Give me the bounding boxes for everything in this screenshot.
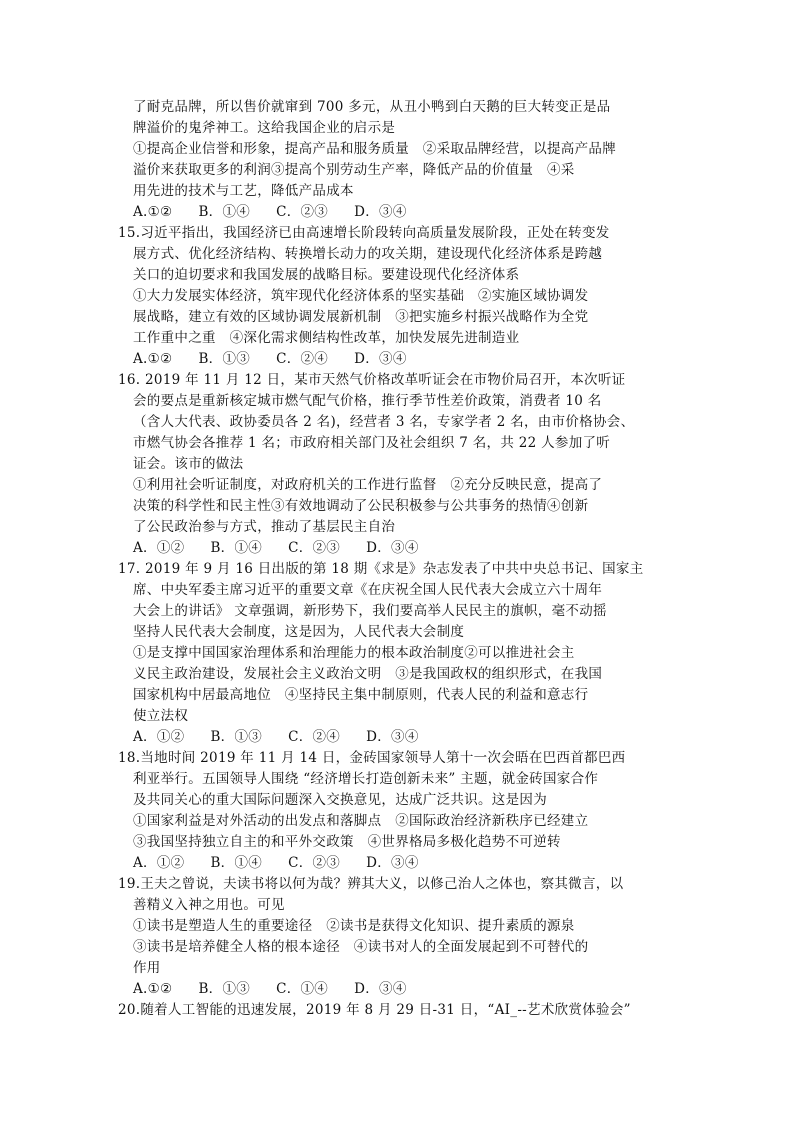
q17-stem-line: 席、中央军委主席习近平的重要文章《在庆祝全国人民代表大会成立六十周年: [133, 582, 603, 598]
q16-stem-line: 市燃气协会各推荐 1 名；市政府相关部门及社会组织 7 名，共 22 人参加了听: [133, 435, 611, 451]
q16-option-a[interactable]: A．①②: [133, 540, 185, 556]
q14-option-b[interactable]: B．①④: [198, 204, 251, 220]
q19-statement-line: 作用: [133, 960, 161, 976]
q19-option-d[interactable]: D．③④: [354, 981, 407, 997]
q15-stem-line: 展方式、优化经济结构、转换增长动力的攻关期，建设现代化经济体系是跨越: [133, 246, 603, 262]
q14-stem-line: 牌溢价的鬼斧神工。这给我国企业的启示是: [133, 120, 396, 136]
q18-options: [133, 853, 445, 873]
q18-statement-line: ①国家利益是对外活动的出发点和落脚点 ②国际政治经济新秩序已经建立: [133, 813, 589, 829]
q17-option-a[interactable]: A．①②: [133, 729, 185, 745]
q19-option-a[interactable]: A.①②: [133, 981, 173, 997]
q17-option-b[interactable]: B．①③: [210, 729, 263, 745]
q15-option-d[interactable]: D．③④: [354, 351, 407, 367]
q18-option-c[interactable]: C．②③: [288, 855, 341, 871]
q16-stem-line: 证会。该市的做法: [133, 456, 244, 472]
q14-option-c[interactable]: C．②③: [276, 204, 329, 220]
q14-option-d[interactable]: D．③④: [354, 204, 407, 220]
q14-options: [133, 202, 433, 222]
q17-stem-line: 大会上的讲话》 文章强调，新形势下，我们要高举人民民主的旗帜，毫不动摇: [133, 603, 607, 619]
q17-stem-line: 坚持人民代表大会制度，这是因为，人民代表大会制度: [133, 624, 465, 640]
q15-option-c[interactable]: C．②④: [276, 351, 329, 367]
q14-statement-line: 用先进的技术与工艺，降低产品成本: [133, 183, 354, 199]
q14-option-a[interactable]: A.①②: [133, 204, 173, 220]
q18-statement-line: ③我国坚持独立自主的和平外交政策 ④世界格局多极化趋势不可逆转: [133, 834, 561, 850]
q14-statement-line: ①提高企业信誉和形象，提高产品和服务质量 ②采取品牌经营，以提高产品牌: [133, 141, 616, 157]
q15-options: [133, 349, 433, 369]
q16-options: [133, 538, 445, 558]
q20-stem-line: 20.随着人工智能的迅速发展，2019 年 8 月 29 日-31 日，“AI_--艺术欣赏体验会”: [118, 1002, 631, 1018]
q15-statement-line: 展战略，建立有效的区域协调发展新机制 ③把实施乡村振兴战略作为全党: [133, 309, 589, 325]
q17-options: [133, 727, 445, 747]
q16-statement-line: ①利用社会听证制度，对政府机关的工作进行监督 ②充分反映民意，提高了: [133, 477, 603, 493]
q19-stem-line: 善精义入神之用也。可见: [133, 897, 285, 913]
q15-statement-line: ①大力发展实体经济，筑牢现代化经济体系的坚实基础 ②实施区域协调发: [133, 288, 589, 304]
q19-statement-line: ①读书是塑造人生的重要途径 ②读书是获得文化知识、提升素质的源泉: [133, 918, 575, 934]
q19-option-c[interactable]: C．①④: [276, 981, 329, 997]
q18-stem-line: 及共同关心的重大国际问题深入交换意见，达成广泛共识。这是因为: [133, 792, 547, 808]
q16-stem-line: 会的要点是重新核定城市燃气配气价格，推行季节性差价政策，消费者 10 名: [133, 393, 602, 409]
q16-option-b[interactable]: B．①④: [210, 540, 263, 556]
q19-stem-line: 19.王夫之曾说，夫读书将以何为哉？辨其大义，以修己治人之体也，察其微言，以: [118, 876, 624, 892]
q16-stem-line: 16. 2019 年 11 月 12 日，某市天然气价格改革听证会在市物价局召开，本次听证: [118, 372, 626, 388]
q16-statement-line: 决策的科学性和民主性③有效地调动了公民积极参与公共事务的热情④创新: [133, 498, 589, 514]
q15-option-a[interactable]: A.①②: [133, 351, 173, 367]
q18-option-a[interactable]: A．①②: [133, 855, 185, 871]
q17-stem-line: 17. 2019 年 9 月 16 日出版的第 18 期《求是》杂志发表了中共中央总书记、国家主: [118, 561, 644, 577]
q16-stem-line: （含人大代表、政协委员各 2 名)，经营者 3 名，专家学者 2 名，由市价格协会、: [133, 414, 635, 430]
q18-stem-line: 18.当地时间 2019 年 11 月 14 日，金砖国家领导人第十一次会晤在巴西首都巴西: [118, 750, 626, 766]
q16-option-c[interactable]: C．②③: [288, 540, 341, 556]
q19-options: [133, 979, 433, 999]
q19-option-b[interactable]: B．①③: [198, 981, 251, 997]
q17-statement-line: 国家机构中居最高地位 ④坚持民主集中制原则，代表人民的利益和意志行: [133, 687, 589, 703]
q14-statement-line: 溢价来获取更多的利润③提高个别劳动生产率，降低产品的价值量 ④采: [133, 162, 575, 178]
q16-option-d[interactable]: D．③④: [366, 540, 419, 556]
q19-statement-line: ③读书是培养健全人格的根本途径 ④读书对人的全面发展起到不可替代的: [133, 939, 589, 955]
q17-option-c[interactable]: C．②④: [288, 729, 341, 745]
q17-option-d[interactable]: D．③④: [366, 729, 419, 745]
q14-stem-line: 了耐克品牌，所以售价就窜到 700 多元，从丑小鸭到白天鹅的巨大转变正是品: [133, 99, 611, 115]
q18-option-b[interactable]: B．①④: [210, 855, 263, 871]
q17-statement-line: 义民主政治建设，发展社会主义政治文明 ③是我国政权的组织形式，在我国: [133, 666, 603, 682]
q18-option-d[interactable]: D．③④: [366, 855, 419, 871]
q15-stem-line: 15.习近平指出，我国经济已由高速增长阶段转向高质量发展阶段，正处在转变发: [118, 225, 610, 241]
q17-statement-line: 使立法权: [133, 708, 189, 724]
q18-stem-line: 利亚举行。五国领导人围绕 “经济增长打造创新未来” 主题，就金砖国家合作: [133, 771, 599, 787]
q16-statement-line: 了公民政治参与方式，推动了基层民主自治: [133, 519, 396, 535]
q15-stem-line: 关口的迫切要求和我国发展的战略目标。要建设现代化经济体系: [133, 267, 520, 283]
q15-statement-line: 工作重中之重 ④深化需求侧结构性改革，加快发展先进制造业: [133, 330, 520, 346]
q17-statement-line: ①是支撑中国国家治理体系和治理能力的根本政治制度②可以推进社会主: [133, 645, 575, 661]
q15-option-b[interactable]: B．①③: [198, 351, 251, 367]
